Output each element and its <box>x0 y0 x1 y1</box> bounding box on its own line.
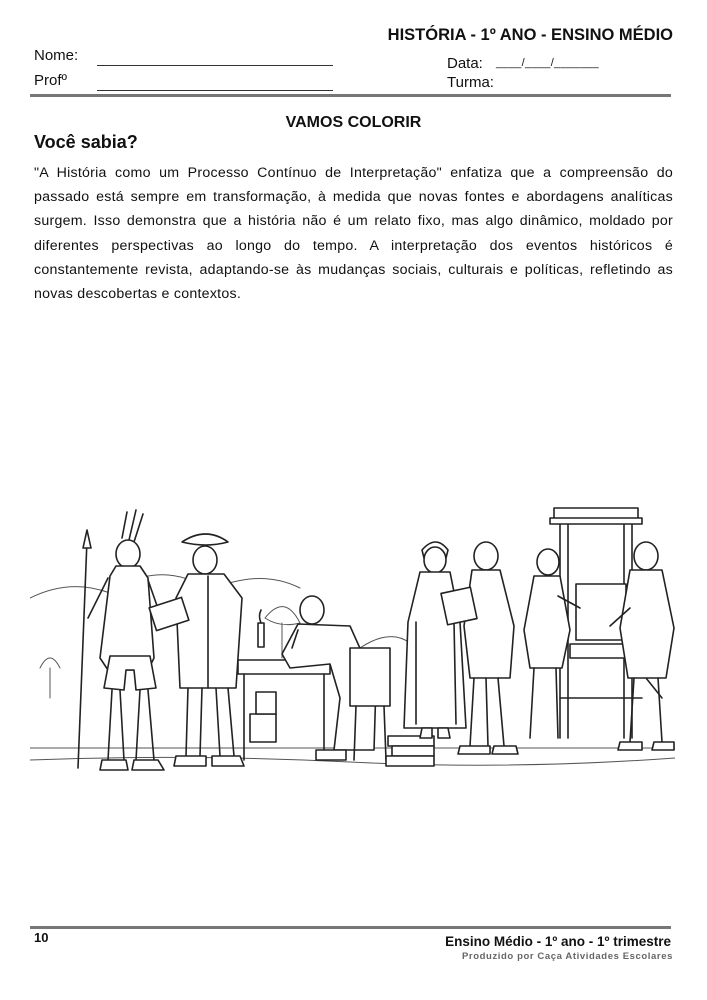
book-stack <box>386 736 434 766</box>
coloring-illustration <box>30 498 675 783</box>
figure-colonist <box>149 534 244 766</box>
figure-woman <box>404 542 466 738</box>
name-field[interactable] <box>97 65 333 66</box>
page-number: 10 <box>34 930 49 945</box>
subject-title: HISTÓRIA - 1º ANO - ENSINO MÉDIO <box>387 26 673 44</box>
figure-warrior <box>78 510 164 770</box>
date-label: Data: <box>447 55 483 72</box>
footer-course: Ensino Médio - 1º ano - 1º trimestre <box>445 934 671 949</box>
body-paragraph: "A História como um Processo Contínuo de Interpretação" enfatiza que a compreensão do passado está sempre em transformação, à medida que novas fontes e abordagens analíticas surgem. Isso demonstra que a história não é um relato fixo, mas algo dinâmico, moldado por diferentes perspectivas ao longo do tempo. A interpretação dos eventos históricos é constantemente revista, adaptando-se às mudanças sociais, culturais e políticas, refletindo as novas descobertas e contextos. <box>34 165 673 303</box>
class-label: Turma: <box>447 74 494 91</box>
name-label: Nome: <box>34 47 79 64</box>
section-heading: Você sabia? <box>34 132 138 152</box>
footer-credit: Produzido por Caça Atividades Escolares <box>462 951 673 962</box>
activity-title: VAMOS COLORIR <box>285 114 422 131</box>
date-field[interactable]: ____/____/_______ <box>496 57 599 69</box>
teacher-label: Profº <box>34 72 67 89</box>
header-divider <box>30 94 671 97</box>
teacher-field[interactable] <box>97 90 333 91</box>
footer-divider <box>30 926 671 929</box>
